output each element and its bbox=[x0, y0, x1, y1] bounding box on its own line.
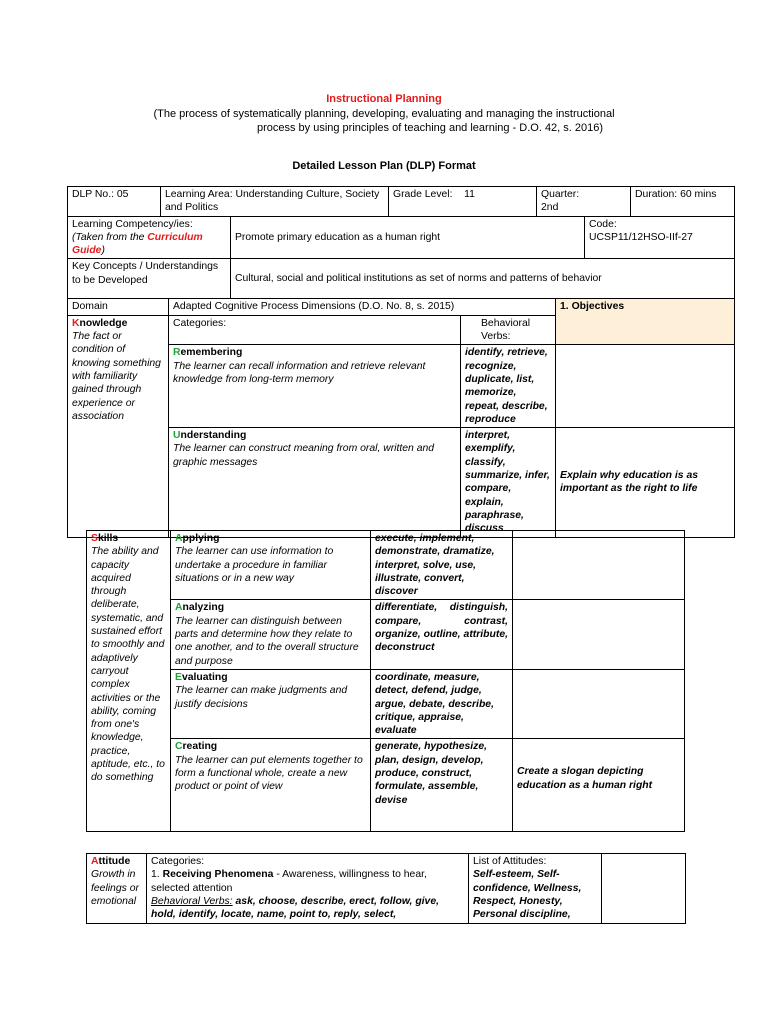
creating-verbs: generate, hypothesize, plan, design, develop, produce, construct, formulate, assemble, devise bbox=[371, 739, 513, 832]
creating-initial: C bbox=[175, 741, 183, 753]
objectives-header: 1. Objectives bbox=[556, 299, 735, 345]
analyzing-verbs: differentiate, distinguish, compare, contrast, organize, outline, attribute, deconstruct bbox=[371, 600, 513, 669]
evaluating-description: The learner can make judgments and justify decisions bbox=[175, 685, 348, 710]
skills-title-rest: kills bbox=[97, 533, 119, 544]
analyzing-title-rest: nalyzing bbox=[182, 602, 225, 614]
receiving-phenomena bbox=[151, 868, 464, 895]
page-title: Instructional Planning bbox=[326, 93, 442, 105]
attitude-title bbox=[91, 855, 142, 868]
attitude-objective bbox=[602, 854, 686, 924]
evaluating-verbs: coordinate, measure, detect, defend, judge, argue, debate, describe, critique, appraise, evaluate bbox=[371, 669, 513, 738]
grade-level-label: Grade Level: bbox=[393, 189, 453, 200]
attitude-table bbox=[86, 853, 686, 924]
creating-objective: Create a slogan depicting education as a human right bbox=[513, 739, 685, 832]
attitude-domain bbox=[87, 854, 147, 924]
receiving-description: - Awareness, willingness to hear, selected attention bbox=[151, 869, 427, 894]
remembering-initial: R bbox=[173, 347, 181, 359]
code-label: Code: bbox=[589, 218, 617, 230]
knowledge-domain bbox=[68, 315, 169, 537]
applying-verbs: execute, implement, demonstrate, dramatize, interpret, solve, use, illustrate, convert, discover bbox=[371, 531, 513, 600]
code-value: UCSP11/12HSO-IIf-27 bbox=[589, 231, 693, 243]
creating-title-rest: reating bbox=[182, 741, 218, 753]
adapted-header: Adapted Cognitive Process Dimensions (D.O. No. 8, s. 2015) bbox=[169, 299, 556, 315]
knowledge-description: The fact or condition of knowing something with familiarity gained through experience or association bbox=[72, 331, 161, 422]
receiving-item-number: 1. bbox=[151, 869, 160, 881]
quarter-label: Quarter: bbox=[541, 189, 580, 200]
page-subtitle-line1: (The process of systematically planning, developing, evaluating and managing the instructional bbox=[153, 108, 615, 120]
domain-header: Domain bbox=[68, 299, 169, 315]
creating-description: The learner can put elements together to form a functional whole, create a new product or point of view bbox=[175, 754, 363, 793]
knowledge-initial: K bbox=[72, 317, 80, 329]
understanding-verbs: interpret, exemplify, classify, summarize, infer, compare, explain, paraphrase, discuss bbox=[461, 428, 556, 537]
lesson-plan-table bbox=[67, 186, 735, 538]
attitude-verbs-label: Behavioral Verbs: bbox=[151, 895, 233, 907]
remembering-description: The learner can recall information and retrieve relevant knowledge from long-term memory bbox=[173, 360, 426, 385]
categories-header: Categories: bbox=[169, 315, 461, 345]
attitude-categories-label: Categories: bbox=[151, 856, 205, 867]
understanding-objective: Explain why education is as important as the right to life bbox=[556, 428, 735, 537]
skills-initial: S bbox=[91, 533, 98, 544]
key-concepts-text: Cultural, social and political institutions as set of norms and patterns of behavior bbox=[231, 259, 735, 299]
grade-level bbox=[389, 187, 537, 217]
remembering-cell bbox=[169, 345, 461, 428]
behavioral-verbs-header: Behavioral Verbs: bbox=[461, 315, 556, 345]
quarter bbox=[537, 187, 631, 217]
applying-initial: A bbox=[175, 533, 183, 544]
applying-objective bbox=[513, 531, 685, 600]
competency-note-suffix: ) bbox=[101, 245, 105, 257]
evaluating-title-rest: valuating bbox=[181, 671, 228, 683]
knowledge-title-rest: nowledge bbox=[79, 317, 128, 329]
grade-level-value: 11 bbox=[464, 189, 475, 200]
attitude-verbs-line bbox=[151, 895, 464, 922]
competency-text: Promote primary education as a human right bbox=[231, 216, 585, 259]
understanding-cell bbox=[169, 428, 461, 537]
understanding-title-rest: nderstanding bbox=[180, 430, 247, 442]
remembering-title bbox=[173, 346, 456, 359]
curriculum-guide-link: Curriculum Guide bbox=[72, 231, 203, 257]
skills-domain bbox=[87, 531, 171, 832]
attitude-list: Self-esteem, Self-confidence, Wellness, Respect, Honesty, Personal discipline, bbox=[473, 869, 582, 921]
key-concepts-label: Key Concepts / Understandings to be Developed bbox=[68, 259, 231, 299]
applying-title-rest: pplying bbox=[182, 533, 220, 544]
dlp-heading: Detailed Lesson Plan (DLP) Format bbox=[292, 160, 476, 172]
attitude-categories bbox=[147, 854, 469, 924]
competency-label-cell bbox=[68, 216, 231, 259]
competency-label: Learning Competency/ies: bbox=[72, 218, 193, 230]
attitude-description: Growth in feelings or emotional bbox=[91, 869, 139, 907]
competency-note-prefix: (Taken from the bbox=[72, 231, 148, 243]
receiving-title: Receiving Phenomena bbox=[162, 869, 274, 881]
evaluating-initial: E bbox=[175, 671, 182, 683]
competency-note bbox=[72, 231, 226, 258]
analyzing-cell bbox=[171, 600, 371, 669]
evaluating-objective bbox=[513, 669, 685, 738]
applying-title bbox=[175, 532, 366, 545]
attitude-list-cell bbox=[469, 854, 602, 924]
understanding-description: The learner can construct meaning from oral, written and graphic messages bbox=[173, 443, 435, 468]
creating-title bbox=[175, 740, 366, 753]
code-cell bbox=[585, 216, 735, 259]
remembering-objective bbox=[556, 345, 735, 428]
analyzing-description: The learner can distinguish between parts and determine how they relate to one another, and to the overall structure and purpose bbox=[175, 615, 359, 667]
skills-title bbox=[91, 532, 166, 545]
page-subtitle-line2: process by using principles of teaching and learning - D.O. 42, s. 2016) bbox=[256, 122, 604, 134]
attitude-verbs: ask, choose, describe, erect, follow, give, hold, identify, locate, name, point to, reply, select, bbox=[151, 895, 439, 921]
attitude-initial: A bbox=[91, 856, 99, 867]
attitude-title-rest: ttitude bbox=[98, 856, 131, 867]
analyzing-title bbox=[175, 601, 366, 614]
evaluating-title bbox=[175, 671, 366, 684]
knowledge-title bbox=[72, 317, 164, 330]
quarter-value: 2nd bbox=[541, 202, 559, 214]
skills-description: The ability and capacity acquired through deliberate, systematic, and sustained effort to smoothly and adaptively carryout complex activities or the ability, coming from one's knowledge, practice, aptitude, etc., to do something bbox=[91, 546, 165, 784]
understanding-title bbox=[173, 429, 456, 442]
skills-table bbox=[86, 530, 685, 832]
analyzing-objective bbox=[513, 600, 685, 669]
learning-area: Learning Area: Understanding Culture, Society and Politics bbox=[161, 187, 389, 217]
remembering-title-rest: emembering bbox=[180, 347, 243, 359]
attitude-list-label: List of Attitudes: bbox=[473, 856, 547, 867]
applying-cell bbox=[171, 531, 371, 600]
applying-description: The learner can use information to undertake a procedure in familiar situations or in a new way bbox=[175, 546, 334, 584]
understanding-initial: U bbox=[173, 430, 181, 442]
analyzing-initial: A bbox=[175, 602, 183, 614]
creating-cell bbox=[171, 739, 371, 832]
dlp-number: DLP No.: 05 bbox=[68, 187, 161, 217]
remembering-verbs: identify, retrieve, recognize, duplicate, list, memorize, repeat, describe, reproduce bbox=[461, 345, 556, 428]
evaluating-cell bbox=[171, 669, 371, 738]
duration: Duration: 60 mins bbox=[631, 187, 735, 217]
